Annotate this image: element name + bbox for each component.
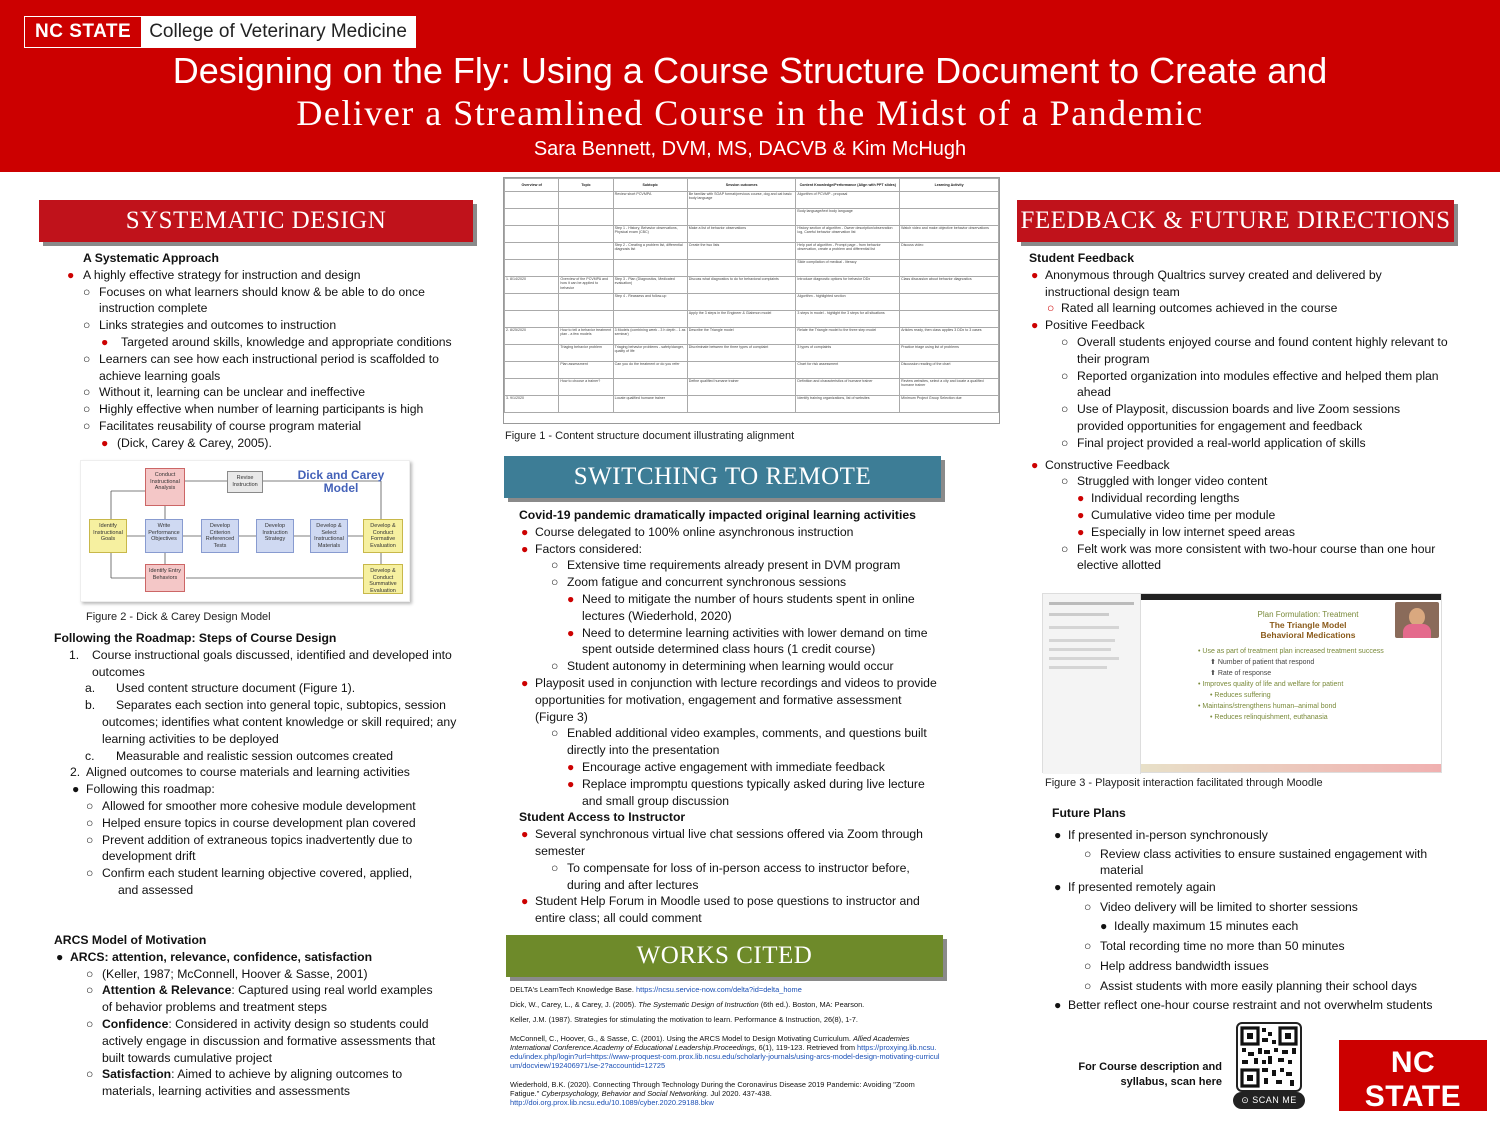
- nc-state-university-logo: NC STATE UNIVERSITY: [1339, 1040, 1487, 1111]
- list-item: ○ Satisfaction: Aimed to achieve by aligning outcomes to materials, learning activities and assessments: [86, 1067, 403, 1099]
- table-cell: Can you do the treatment or do you refer: [613, 362, 687, 379]
- list-item: ○ Helped ensure topics in course development plan covered: [86, 815, 416, 830]
- table-cell: [559, 294, 613, 311]
- list-item: ● If presented in-person synchronously: [1054, 827, 1268, 842]
- list-item: ○ Confidence: Considered in activity design so students could actively engage in discussion and formative assessments that built towards cumulative project: [86, 1016, 436, 1065]
- box-instructional-materials: Develop & Select Instructional Materials: [310, 519, 348, 553]
- list-item: ○ Student autonomy in determining when learning would occur: [551, 659, 894, 674]
- list-item: ● Especially in low internet speed areas: [1077, 524, 1295, 539]
- list-item: ● Encourage active engagement with immediate feedback: [567, 759, 885, 774]
- access-heading: Student Access to Instructor: [519, 810, 686, 825]
- poster-authors: Sara Bennett, DVM, MS, DACVB & Kim McHugh: [533, 138, 967, 160]
- list-item: ● Targeted around skills, knowledge and appropriate conditions: [101, 334, 452, 349]
- table-cell: Articles ready, then class applies 3 DDx to 3 cases: [900, 328, 999, 345]
- table-cell: [687, 362, 796, 379]
- slide-bullet: • Use as part of treatment plan increased treatment success: [1198, 648, 1384, 655]
- table-cell: [613, 209, 687, 226]
- table-cell: Step 2 - Creating a problem list, differential diagnosis list: [613, 243, 687, 260]
- table-body: [505, 192, 999, 413]
- table-cell: [505, 311, 559, 328]
- scan-me-button[interactable]: ⊙ SCAN ME: [1233, 1092, 1305, 1109]
- list-item: ● Following this roadmap:: [72, 782, 215, 797]
- scan-icon: ⊙: [1241, 1095, 1253, 1105]
- list-item: outcomes; identifies what content knowledge or skill required; any learning activities to be deployed: [102, 714, 457, 746]
- list-item: ○ Reported organization into modules effective and helped them plan ahead: [1061, 368, 1439, 400]
- table-cell: Review short PCVMPA: [613, 192, 687, 209]
- table-cell: 3. 9/1/2020: [505, 396, 559, 413]
- list-item: ● Factors considered:: [521, 541, 643, 556]
- citation: Dick, W., Carey, L., & Carey, J. (2005). The Systematic Design of Instruction (6th ed.). Boston, MA: Pearson.: [510, 1000, 865, 1009]
- table-cell: Discuss video: [900, 243, 999, 260]
- list-item: ● Better reflect one-hour course restraint and not overwhelm students: [1054, 997, 1433, 1012]
- table-row: [505, 260, 999, 277]
- diagram-title: Dick and Carey Model: [297, 468, 385, 495]
- table-cell: Create the two lists: [687, 243, 796, 260]
- table-cell: Definition and characteristics of humane trainer: [796, 379, 900, 396]
- poster-header: [0, 0, 1500, 172]
- table-cell: [559, 243, 613, 260]
- slide-bullet: • Improves quality of life and welfare for patient: [1198, 681, 1344, 688]
- list-item: ● Student Help Forum in Moodle used to pose questions to instructor and entire class; all could comment: [521, 894, 920, 926]
- table-cell: 3 steps in model - highlight the 3 steps for all situations: [796, 311, 900, 328]
- table-cell: [505, 226, 559, 243]
- figure-1-content-structure-table: [503, 177, 1000, 424]
- table-cell: [559, 192, 613, 209]
- approach-heading: A Systematic Approach: [83, 251, 219, 265]
- box-instruction-strategy: Develop Instruction Strategy: [256, 519, 294, 553]
- list-item: ● ARCS: attention, relevance, confidence, satisfaction: [56, 949, 373, 964]
- table-cell: Identify training organizations, list of websites: [796, 396, 900, 413]
- table-row: [505, 311, 999, 328]
- list-item: 2. Aligned outcomes to course materials and learning activities: [70, 765, 410, 780]
- works-cited-list: [510, 985, 940, 1107]
- table-cell: Introduce diagnostic options for behavior DDx: [796, 277, 900, 294]
- table-cell: History section of algorithm - Owner description/observation log, Careful behavior observation list: [796, 226, 900, 243]
- box-identify-goals: Identify Instructional Goals: [89, 519, 127, 553]
- arcs-section: [54, 932, 444, 1100]
- table-cell: 3 types of complaints: [796, 345, 900, 362]
- list-item: ○ Assist students with more easily planning their school days: [1084, 978, 1418, 993]
- table-cell: Algorithm of PCVMP - proposal: [796, 192, 900, 209]
- list-item: ○ Rated all learning outcomes achieved in the course: [1047, 301, 1338, 316]
- slide-bullet: • Maintains/strengthens human–animal bond: [1198, 703, 1337, 710]
- table-row: [505, 243, 999, 260]
- qr-instruction: For Course description and syllabus, scan here: [1078, 1061, 1222, 1088]
- video-topbar: [1141, 594, 1441, 600]
- table-cell: Discuss what diagnostics to do for behavioral complaints: [687, 277, 796, 294]
- table-cell: Describe the Triangle model: [687, 328, 796, 345]
- table-cell: Body language/text body language: [796, 209, 900, 226]
- list-item: ● Replace impromptu questions typically asked during live lecture and small group discussion: [567, 776, 925, 808]
- banner-switching-to-remote: SWITCHING TO REMOTE: [504, 456, 941, 498]
- list-item: ● Ideally maximum 15 minutes each: [1100, 919, 1299, 934]
- table-cell: [900, 192, 999, 209]
- table-cell: [505, 362, 559, 379]
- table-cell: [505, 345, 559, 362]
- logo-college-name: College of Veterinary Medicine: [141, 17, 415, 47]
- list-item: ● Cumulative video time per module: [1077, 507, 1276, 522]
- table-cell: [613, 379, 687, 396]
- presenter-video[interactable]: [1395, 602, 1439, 638]
- table-cell: [505, 243, 559, 260]
- list-item: ○ To compensate for loss of in-person access to instructor before, during and after lectures: [551, 860, 910, 892]
- banner-feedback-future: FEEDBACK & FUTURE DIRECTIONS: [1017, 200, 1454, 242]
- table-cell: How to choose a trainer?: [559, 379, 613, 396]
- box-write-objectives: Write Performance Objectives: [145, 519, 183, 553]
- figure-2-dick-carey-diagram: [80, 460, 410, 602]
- table-cell: Triaging behavior problems - safety/danger, quality of life: [613, 345, 687, 362]
- box-revise-instruction: Revise Instruction: [227, 471, 263, 493]
- table-row: [505, 379, 999, 396]
- feedback-section: [1029, 250, 1449, 574]
- list-item: ○ Final project provided a real-world application of skills: [1061, 435, 1366, 450]
- table-header-cell: Learning Activity: [900, 179, 999, 192]
- table-header-cell: Session outcomes: [687, 179, 796, 192]
- table-cell: [613, 260, 687, 277]
- list-item: ○ Help address bandwidth issues: [1084, 958, 1269, 973]
- list-item: ○ Allowed for smoother more cohesive module development: [86, 798, 416, 813]
- table-cell: Discriminate between the three types of complaint: [687, 345, 796, 362]
- systematic-approach-section: [65, 250, 475, 452]
- list-item: a. Used content structure document (Figure 1).: [85, 681, 356, 696]
- table-cell: Apply the 3 steps in the Engineer & Glabmon model: [687, 311, 796, 328]
- figure-1-caption: Figure 1 - Content structure document illustrating alignment: [505, 430, 795, 442]
- list-item: ● Course delegated to 100% online asynchronous instruction: [521, 524, 854, 539]
- list-item: ○ Video delivery will be limited to shorter sessions: [1084, 899, 1358, 914]
- banner-systematic-design: SYSTEMATIC DESIGN: [39, 200, 473, 242]
- table-cell: Class discussion about behavior diagnostics: [900, 277, 999, 294]
- moodle-sidebar: [1043, 594, 1141, 774]
- video-progress-bar[interactable]: [1141, 764, 1441, 772]
- slide-bullet: ⬆ Number of patient that respond: [1210, 659, 1315, 666]
- table-cell: [613, 311, 687, 328]
- table-cell: [559, 226, 613, 243]
- table-cell: Make a list of behavior observations: [687, 226, 796, 243]
- table-header-cell: Subtopic: [613, 179, 687, 192]
- list-item: ● Playposit used in conjunction with lecture recordings and videos to provide opportunities for motivation, engagement and formative assessment (Figure 3): [521, 675, 937, 724]
- box-criterion-tests: Develop Criterion Referenced Tests: [201, 519, 239, 553]
- table-cell: Algorithm - highlighted section: [796, 294, 900, 311]
- list-item: ○ Overall students enjoyed course and found content highly relevant to their program: [1061, 334, 1448, 366]
- college-logo: [24, 16, 416, 48]
- table-cell: Slide compilation of medical - literacy: [796, 260, 900, 277]
- table-cell: Be familiar with SOAP format/previous course, dog and cat basic body language: [687, 192, 796, 209]
- list-item: ○ Enabled additional video examples, comments, and questions built directly into the presentation: [551, 726, 927, 758]
- figure-2-caption: Figure 2 - Dick & Carey Design Model: [86, 611, 271, 623]
- logo-nc-state: NC STATE: [25, 17, 141, 47]
- table-header-row: [505, 179, 999, 192]
- list-item: ● A highly effective strategy for instruction and design: [67, 267, 361, 282]
- table-cell: [559, 260, 613, 277]
- table-cell: Step 1 - History, Behavior observations, Physical exam (CBC): [613, 226, 687, 243]
- table-cell: [900, 294, 999, 311]
- figure-3-caption: Figure 3 - Playposit interaction facilitated through Moodle: [1045, 777, 1323, 789]
- box-formative-evaluation: Develop & Conduct Formative Evaluation: [363, 519, 403, 553]
- list-item: ○ Facilitates reusability of course program material: [83, 418, 362, 433]
- table-cell: [900, 311, 999, 328]
- table-cell: Step 3 - Plan (Diagnostics, Medicated evaluation): [613, 277, 687, 294]
- slide-subtitle-1: The Triangle Model: [1269, 620, 1347, 630]
- slide-subtitle-2: Behavioral Medications: [1260, 630, 1356, 640]
- table-cell: [505, 379, 559, 396]
- table-cell: Practice triage using list of problems: [900, 345, 999, 362]
- table-row: [505, 294, 999, 311]
- table-cell: Define qualified humane trainer: [687, 379, 796, 396]
- table-cell: Discussion reading of the chart: [900, 362, 999, 379]
- table-cell: [687, 294, 796, 311]
- table-cell: Help part of algorithm - Prompt page - from behavior observation, create a problem and differential list: [796, 243, 900, 260]
- table-header-cell: Topic: [559, 179, 613, 192]
- table-cell: [505, 192, 559, 209]
- box-conduct-analysis: Conduct Instructional Analysis: [145, 468, 185, 506]
- list-item: ● (Dick, Carey & Carey, 2005).: [101, 435, 272, 450]
- table-cell: 1. 8/14/2020: [505, 277, 559, 294]
- qr-code-icon: [1238, 1024, 1300, 1090]
- table-row: [505, 362, 999, 379]
- table-cell: [505, 209, 559, 226]
- citation-link[interactable]: https://ncsu.service-now.com/delta?id=delta_home: [636, 985, 802, 994]
- list-item: ○ Focuses on what learners should know & be able to do once instruction complete: [83, 284, 425, 316]
- table-cell: [505, 260, 559, 277]
- table-cell: [900, 209, 999, 226]
- list-item: 1. Course instructional goals discussed, identified and developed into outcomes: [69, 647, 452, 679]
- table-row: [505, 209, 999, 226]
- list-item: ○ Struggled with longer video content: [1061, 474, 1268, 489]
- list-item: ● Several synchronous virtual live chat sessions offered via Zoom through semester: [521, 827, 923, 858]
- list-item: ○ Felt work was more consistent with two-hour course than one hour elective allotted: [1061, 541, 1436, 573]
- list-item: ○ Zoom fatigue and concurrent synchronous sessions: [551, 575, 847, 590]
- table-cell: 3 Models (combining week - 3 h depth - 1 as seminar): [613, 328, 687, 345]
- list-item: ○ Extensive time requirements already present in DVM program: [551, 558, 901, 573]
- list-item: ○ Confirm each student learning objective covered, applied,: [86, 866, 413, 881]
- list-item: ○ Links strategies and outcomes to instruction: [83, 318, 337, 333]
- list-item: ● Anonymous through Qualtrics survey created and delivered by instructional design team: [1031, 267, 1382, 299]
- list-item: ● Need to mitigate the number of hours students spent in online lectures (Wiederhold, 2020): [567, 591, 915, 623]
- list-item: ○ Highly effective when number of learning participants is high: [83, 402, 424, 417]
- table-cell: Watch video and make objective behavior observations: [900, 226, 999, 243]
- table-row: [505, 226, 999, 243]
- banner-works-cited: WORKS CITED: [506, 935, 943, 977]
- list-item: ● Constructive Feedback: [1031, 457, 1170, 472]
- content-structure-table: [504, 178, 999, 413]
- slide-bullets: [1198, 646, 1428, 723]
- slide-title: Plan Formulation: Treatment: [1257, 610, 1359, 619]
- box-summative-evaluation: Develop & Conduct Summative Evaluation: [363, 564, 403, 594]
- list-item: ○ Without it, learning can be unclear and ineffective: [83, 385, 366, 400]
- table-cell: Step 4 - Reassess and follow-up: [613, 294, 687, 311]
- citation-link[interactable]: http://doi.org.prox.lib.ncsu.edu/10.1089/cyber.2020.29188.bkw: [510, 1098, 714, 1107]
- list-item: ○ Prevent addition of extraneous topics inadvertently due to development drift: [86, 832, 413, 864]
- table-row: [505, 345, 999, 362]
- table-row: [505, 277, 999, 294]
- citation: McConnell, C., Hoover, G., & Sasse, C. (2001). Using the ARCS Model to Design Motivating Curriculum. Allied Academies International Conference.Academy of Educational Leadership.Proceedings, 6(1), 119-123. Retrieved from https://proxying.lib.ncsu.edu/index.php/login?url=https://www-proquest-com.prox.lib.ncsu.edu/scholarly-journals/using-arcs-model-design-motivating-curriculum/docview/192406971/se-2?accountid=12725: [510, 1034, 940, 1070]
- slide-bullet: • Reduces suffering: [1210, 692, 1271, 699]
- qr-code[interactable]: [1236, 1022, 1302, 1092]
- list-item: ● Need to determine learning activities with lower demand on time spent outside determined class hours (1 credit course): [567, 625, 928, 657]
- table-cell: Triaging behavior problem: [559, 345, 613, 362]
- table-cell: [687, 209, 796, 226]
- table-row: [505, 396, 999, 413]
- list-item: ● If presented remotely again: [1054, 879, 1216, 894]
- list-item: ○ (Keller, 1987; McConnell, Hoover & Sasse, 2001): [86, 966, 368, 981]
- list-item: ● Positive Feedback: [1031, 318, 1145, 333]
- list-item: ○ Total recording time no more than 50 minutes: [1084, 939, 1345, 954]
- table-row: [505, 328, 999, 345]
- roadmap-heading: Following the Roadmap: Steps of Course Design: [54, 631, 337, 645]
- table-cell: [505, 294, 559, 311]
- remote-section: [519, 507, 939, 927]
- list-item: ○ Review class activities to ensure sustained engagement with material: [1084, 846, 1428, 877]
- table-header-cell: Overview of: [505, 179, 559, 192]
- poster-title-line2: Deliver a Streamlined Course in the Midst of a Pandemic: [296, 93, 1204, 133]
- slide-bullet: • Reduces relinquishment, euthanasia: [1210, 714, 1328, 721]
- roadmap-section: [54, 630, 474, 899]
- list-item: ○ Use of Playposit, discussion boards and live Zoom sessions provided opportunities for engagement and feedback: [1061, 402, 1401, 433]
- table-cell: [687, 396, 796, 413]
- list-item: ○ Learners can see how each instructional period is scaffolded to achieve learning goals: [83, 351, 439, 383]
- list-item: b. Separates each section into general topic, subtopics, session: [85, 698, 446, 713]
- future-plans-section: [1052, 804, 1452, 1013]
- poster-title-line1: Designing on the Fly: Using a Course Structure Document to Create and: [172, 50, 1328, 91]
- future-heading: Future Plans: [1052, 806, 1126, 820]
- list-item: c. Measurable and realistic session outcomes created: [85, 748, 394, 763]
- list-item: ● Individual recording lengths: [1077, 491, 1240, 506]
- citation: DELTA's LearnTech Knowledge Base. https://ncsu.service-now.com/delta?id=delta_home: [510, 985, 802, 994]
- table-row: [505, 192, 999, 209]
- table-cell: How to tell a behavior treatment plan - a few models: [559, 328, 613, 345]
- table-cell: Review websites, select a city and locate a qualified humane trainer: [900, 379, 999, 396]
- table-cell: Relate the Triangle model to the three step model: [796, 328, 900, 345]
- table-cell: Overview of the PCVMPA and how it can be applied to behavior: [559, 277, 613, 294]
- citation: Keller, J.M. (1987). Strategies for stimulating the motivation to learn. Performance & Instruction, 26(8), 1-7.: [510, 1015, 858, 1024]
- table-cell: Chart for risk assessment: [796, 362, 900, 379]
- list-item: and assessed: [118, 882, 194, 897]
- list-item: ○ Attention & Relevance: Captured using real world examples of behavior problems and treatment steps: [86, 983, 433, 1015]
- citation-link[interactable]: https://proxying.lib.ncsu.edu/index.php/login?url=https://www-proquest-com.prox.lib.ncsu.edu/scholarly-journals/using-arcs-model-design-motivating-curriculum/docview/192406971/se-2?accountid=12725: [510, 1043, 940, 1070]
- table-cell: [900, 260, 999, 277]
- remote-heading: Covid-19 pandemic dramatically impacted original learning activities: [519, 508, 916, 522]
- table-cell: Plan assessment: [559, 362, 613, 379]
- table-cell: Minimum Project Group Selection due: [900, 396, 999, 413]
- table-cell: Locate qualified humane trainer: [613, 396, 687, 413]
- table-cell: [559, 396, 613, 413]
- arcs-heading: ARCS Model of Motivation: [54, 933, 207, 947]
- citation: Wiederhold, B.K. (2020). Connecting Through Technology During the Coronavirus Disease 2019 Pandemic: Avoiding "Zoom Fatigue." Cyberpsychology, Behavior and Social Networking. Jul 2020. 437-438. http://doi.org.prox.lib.ncsu.edu/10.1089/cyber.2020.29188.bkw: [510, 1080, 915, 1107]
- table-cell: [687, 260, 796, 277]
- table-cell: [559, 209, 613, 226]
- table-header-cell: Content Knowledge/Performance (Align with PPT slides): [796, 179, 900, 192]
- box-entry-behaviors: Identify Entry Behaviors: [145, 564, 185, 592]
- table-cell: [559, 311, 613, 328]
- table-cell: 2. 8/25/2020: [505, 328, 559, 345]
- feedback-heading: Student Feedback: [1029, 251, 1134, 265]
- slide-bullet: ⬆ Rate of response: [1210, 670, 1272, 677]
- figure-3-playposit-screenshot: [1042, 593, 1442, 773]
